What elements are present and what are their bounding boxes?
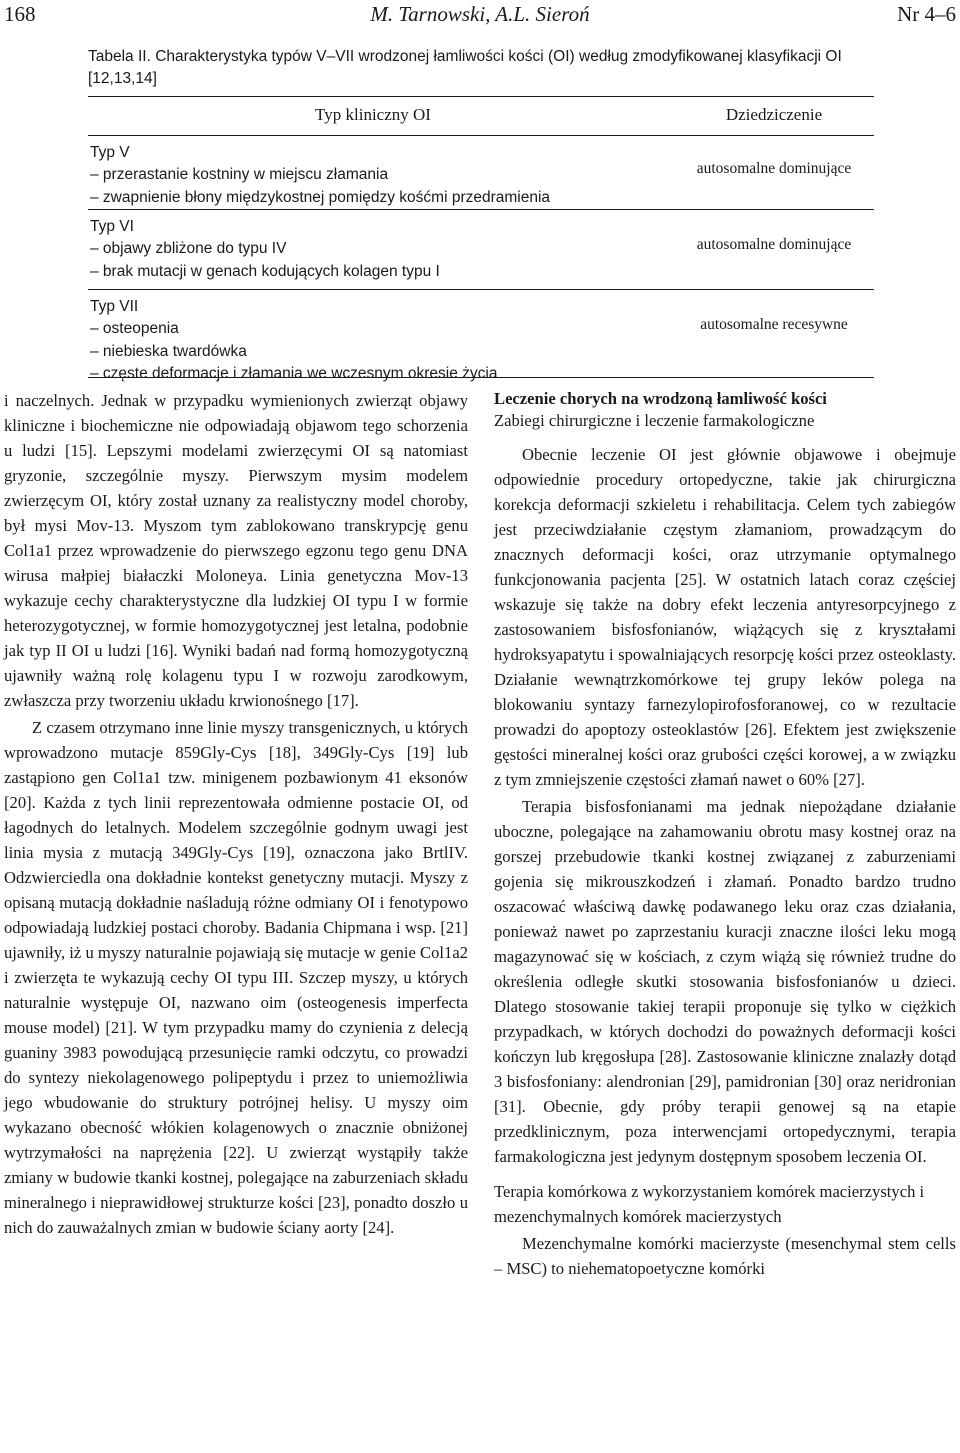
type-feature: – brak mutacji w genach kodujących kolagen typu I xyxy=(90,262,440,280)
section-subheading: Zabiegi chirurgiczne i leczenie farmakologiczne xyxy=(494,411,815,430)
paragraph: Terapia bisfosfonianami ma jednak niepożądane działanie uboczne, polegające na zahamowaniu obrotu masy kostnej oraz na gorszej przebudowie tkanki kostnej związanej z zaburzeniami gojenia się mikrouszkodzeń i złamań. Ponadto bardzo trudno oszacować właściwą dawkę podawanego leku oraz czas działania, ponieważ nawet po zaprzestaniu kuracji znaczne ilości leku mogą magazynować się w kościach, z czym wiążą się również trudne do określenia odległe skutki stosowania bisfosfonianów u dzieci. Dlatego stosowanie takiej terapii proponuje się tylko w ciężkich przypadkach, w których dochodzi do poważnych deformacji kości kończyn lub kręgosłupa [28]. Zastosowanie kliniczne znalazły dotąd 3 bisfosfoniany: alendronian [29], pamidronian [30] oraz neridronian [31]. Obecnie, gdy próby terapii genowej są na etapie przedklinicznym, poza interwencjami ortopedycznymi, terapia farmakologiczna jest jedynym dostępnym sposobem leczenia OI. xyxy=(494,797,956,1166)
type-feature: – niebieska twardówka xyxy=(90,342,247,360)
page-header xyxy=(0,0,960,40)
type-cell xyxy=(90,142,550,209)
type-cell xyxy=(90,216,440,283)
table-caption: Tabela II. Charakterystyka typów V–VII wrodzonej łamliwości kości (OI) według zmodyfikowanej klasyfikacji OI [12,13,14] xyxy=(88,48,842,87)
left-text-column xyxy=(4,388,468,1240)
paragraph: Z czasem otrzymano inne linie myszy transgenicznych, u których wprowadzono mutacje 859Gly-Cys [18], 349Gly-Cys [19] lub zastąpiono gen Col1a1 tzw. minigenem pozbawionym 41 eksonów [20]. Każda z tych linii reprezentowała odmienne postacie OI, od łagodnych do letalnych. Modelem szczególnie godnym uwagi jest linia mysia z mutacją 349Gly-Cys [19], oznaczona jako BrtlIV. Odzwierciedla ona dokładnie kontekst genetyczny mutacji. Myszy z opisaną mutacją dokładnie naśladują różne odmiany OI i fenotypowo odpowiadają ludzkiej postaci choroby. Badania Chipmana i wsp. [21] ujawniły, iż u myszy naturalnie pojawiają się mutacje w genie Col1a2 i zwierzęta te wykazują cechy OI typu III. Szczep myszy, u których naturalnie występuje OI, nazwano oim (osteogenesis imperfecta mouse model) [21]. W tym przypadku mamy do czynienia z delecją guaniny 3983 powodującą przesunięcie ramki odczytu, co prowadzi do syntezy niekolagenowego polipeptydu i przez to uniemożliwia jego wbudowanie do struktury potrójnej helisy. U myszy oim wykazano obecność włókien kolagenowych o znacznie obniżonej wytrzymałości na naprężenia [22]. U zwierząt wystąpiły także zmiany w budowie tkanki kostnej, polegające na zaburzeniach składu mineralnego i nieprawidłowej strukturze kości [23], ponadto doszło u nich do zauważalnych zmian w budowie ściany aorty [24]. xyxy=(4,718,468,1237)
paragraph: Mezenchymalne komórki macierzyste (mesenchymal stem cells – MSC) to niehematopoetyczne komórki xyxy=(494,1234,956,1278)
running-title: M. Tarnowski, A.L. Sieroń xyxy=(370,2,590,26)
header-inheritance: Dziedziczenie xyxy=(725,105,823,124)
type-cell xyxy=(90,296,497,385)
right-text-column xyxy=(494,388,956,1281)
section-heading: Leczenie chorych na wrodzoną łamliwość kości xyxy=(494,389,827,408)
type-feature: – zwapnienie błony międzykostnej pomiędzy kośćmi przedramienia xyxy=(90,188,551,206)
issue-number: Nr 4–6 xyxy=(897,2,956,26)
header-clinical-type: Typ kliniczny OI xyxy=(315,105,431,124)
page-number: 168 xyxy=(4,2,36,26)
paragraph: Obecnie leczenie OI jest głównie objawowe i obejmuje odpowiednie procedury ortopedyczne, takie jak chirurgiczna korekcja deformacji szkieletu i rehabilitacja. Celem tych zabiegów jest przeciwdziałanie częstym złamaniom, prowadzącym do znacznych deformacji kości, oraz utrzymanie optymalnego funkcjonowania pacjenta [25]. W ostatnich latach coraz częściej wskazuje się także na dobry efekt leczenia antyresorpcyjnego z zastosowaniem bisfosfonianów, wiążących się z kryształami hydroksyapatytu i spowalniających resorpcję kości przez osteoklasty. Działanie wewnątrzkomórkowe tej grupy leków polega na blokowaniu syntazy farnezylopirofosforanowej, co w rezultacie prowadzi do apoptozy osteoklastów [26]. Efektem jest zwiększenie gęstości mineralnej kości oraz grubości części korowej, a w związku z tym zmniejszenie częstości złamań nawet o 60% [27]. xyxy=(494,445,956,789)
type-feature: – przerastanie kostniny w miejscu złamania xyxy=(90,166,389,184)
type-feature: – objawy zbliżone do typu IV xyxy=(90,240,287,258)
type-name: Typ V xyxy=(90,144,130,161)
table-row xyxy=(88,136,874,210)
inheritance-cell: autosomalne recesywne xyxy=(700,316,848,333)
table-header-row xyxy=(88,97,874,135)
table-row xyxy=(88,290,874,382)
type-name: Typ VI xyxy=(90,218,134,235)
type-feature: – osteopenia xyxy=(90,320,179,338)
characteristics-table xyxy=(88,96,874,382)
inheritance-cell: autosomalne dominujące xyxy=(696,236,852,253)
paragraph: i naczelnych. Jednak w przypadku wymienionych zwierząt objawy kliniczne i biochemiczne nie odpowiadają objawom tego schorzenia u ludzi [15]. Lepszymi modelami zwierzęcymi OI są natomiast gryzonie, szczególnie myszy. Pierwszym mysim modelem zwierzęcym OI, który został uznany za realistyczny model choroby, był mysi Mov-13. Myszom tym zablokowano transkrypcję genu Col1a1 przez wprowadzenie do pierwszego egzonu tego genu DNA wirusa małpiej białaczki Moloneya. Linia genetyczna Mov-13 wykazuje cechy charakterystyczne dla ludzkiej OI typu I w formie heterozygotycznej, w formie homozygotycznej jest letalna, podobnie jak typ II OI u ludzi [16]. Wyniki badań nad formą homozygotyczną ujawniły ważną rolę kolagenu typu I w rozwoju zarodkowym, zwłaszcza przy tworzeniu układu krwionośnego [17]. xyxy=(4,391,468,710)
section-heading: Terapia komórkowa z wykorzystaniem komórek macierzystych i mezenchymalnych komórek macierzystych xyxy=(494,1182,925,1226)
type-name: Typ VII xyxy=(90,298,139,315)
type-feature: – częste deformacje i złamania we wczesnym okresie życia xyxy=(90,364,498,382)
inheritance-cell: autosomalne dominujące xyxy=(696,160,852,177)
table-row xyxy=(88,210,874,290)
